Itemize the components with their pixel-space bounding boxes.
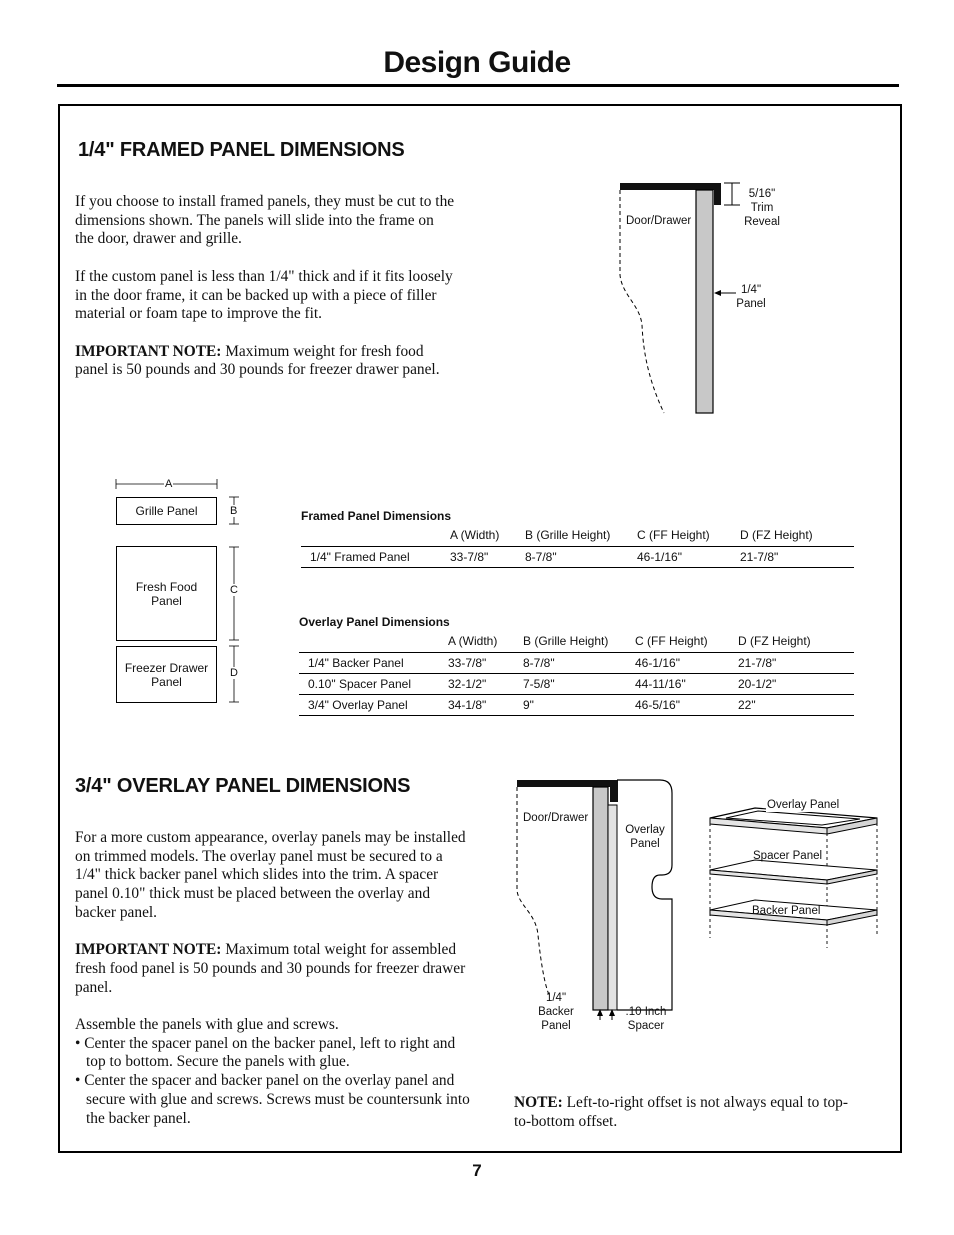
- overlay-section-heading: 3/4" OVERLAY PANEL DIMENSIONS: [75, 775, 411, 797]
- framed-important-note: [75, 343, 455, 380]
- overlay-paragraph: For a more custom appearance, overlay panels may be installed on trimmed models. The overlay panel must be secured to a 1/4" thick backer panel which slides into the trim. A spacer panel 0.10" thick must be placed between the overlay and backer panel.: [75, 829, 466, 921]
- dim-a-label: A: [165, 478, 173, 490]
- note-label: NOTE:: [514, 1094, 563, 1111]
- spacer-panel-shape: [608, 805, 617, 1010]
- trim-lip: [714, 183, 721, 205]
- iso-overlay-label: Overlay Panel: [767, 799, 840, 811]
- dim-c-label: C: [230, 584, 238, 596]
- iso-spacer-label: Spacer Panel: [753, 850, 823, 862]
- framed-section-heading: 1/4" FRAMED PANEL DIMENSIONS: [78, 139, 405, 161]
- framed-table-title: Framed Panel Dimensions: [301, 509, 452, 523]
- note-text: Maximum total weight for assembled fresh food panel is 50 pounds and 30 pounds for freezer drawer panel.: [75, 941, 466, 996]
- quarter-inch-panel: [696, 190, 713, 413]
- trim-reveal-label: 5/16" Trim Reveal: [744, 188, 780, 228]
- assembly-bullet: • Center the spacer panel on the backer panel, left to right and top to bottom. Secure the panels with glue.: [75, 1034, 456, 1071]
- dim-b-label: B: [230, 505, 238, 517]
- dim-d-label: D: [230, 667, 238, 679]
- page-title: Design Guide: [383, 46, 571, 79]
- table-row: 0.10" Spacer Panel 32-1/2" 7-5/8" 44-11/16" 20-1/2": [299, 674, 854, 695]
- backer-panel-label: 1/4" Backer Panel: [538, 992, 574, 1032]
- fresh-food-panel-box: Fresh Food Panel: [116, 546, 217, 641]
- spacer-label: .10 Inch Spacer: [625, 1006, 667, 1032]
- overlay-panel-shape: [617, 780, 672, 1010]
- page-number: 7: [472, 1161, 482, 1180]
- backer-panel-shape: [593, 787, 608, 1010]
- offset-note: [514, 1094, 864, 1131]
- table-row: 1/4" Framed Panel 33-7/8" 8-7/8" 46-1/16" 21-7/8": [301, 547, 854, 568]
- panel-thickness-label: 1/4" Panel: [736, 284, 766, 310]
- door-drawer-label: Door/Drawer: [523, 812, 589, 824]
- assembly-bullet: • Center the spacer and backer panel on the overlay panel and secure with glue and screws. Screws must be countersunk into the backer panel.: [75, 1072, 470, 1127]
- trim-lip: [610, 780, 618, 802]
- overlay-panel-label: Overlay Panel: [625, 824, 665, 850]
- framed-dimensions-table: [301, 524, 854, 568]
- trim-bar: [517, 780, 618, 787]
- note-text: Left-to-right offset is not always equal to top-to-bottom offset.: [514, 1094, 848, 1130]
- title-rule: [57, 84, 899, 87]
- table-header-row: A (Width) B (Grille Height) C (FF Height) D (FZ Height): [450, 528, 813, 542]
- framed-paragraph: If the custom panel is less than 1/4" thick and if it fits loosely in the door frame, it can be backed up with a piece of filler material or foam tape to improve the fit.: [75, 267, 453, 323]
- overlay-table-title: Overlay Panel Dimensions: [299, 615, 450, 629]
- overlay-section-text: [75, 829, 470, 1128]
- assemble-intro: Assemble the panels with glue and screws.: [75, 1016, 339, 1033]
- framed-section-text: [75, 193, 455, 399]
- overlay-dimensions-table: [299, 630, 854, 716]
- note-label: IMPORTANT NOTE:: [75, 941, 222, 959]
- trim-bar: [620, 183, 721, 190]
- panel-arrow-head: [714, 290, 721, 296]
- table-header-row: A (Width) B (Grille Height) C (FF Height) D (FZ Height): [448, 634, 811, 648]
- table-row: 1/4" Backer Panel 33-7/8" 8-7/8" 46-1/16" 21-7/8": [299, 653, 854, 674]
- iso-backer-label: Backer Panel: [752, 905, 821, 917]
- grille-panel-box: Grille Panel: [116, 497, 217, 525]
- table-row: 3/4" Overlay Panel 34-1/8" 9" 46-5/16" 22": [299, 695, 854, 716]
- framed-paragraph: If you choose to install framed panels, they must be cut to the dimensions shown. The panels will slide into the frame on the door, drawer and grille.: [75, 193, 455, 248]
- note-label: IMPORTANT NOTE:: [75, 342, 222, 360]
- note-text: Maximum weight for fresh food panel is 50 pounds and 30 pounds for freezer drawer panel.: [75, 342, 440, 379]
- freezer-panel-box: Freezer Drawer Panel: [116, 646, 217, 703]
- door-drawer-label: Door/Drawer: [626, 215, 692, 227]
- overlay-important-note: [75, 941, 470, 997]
